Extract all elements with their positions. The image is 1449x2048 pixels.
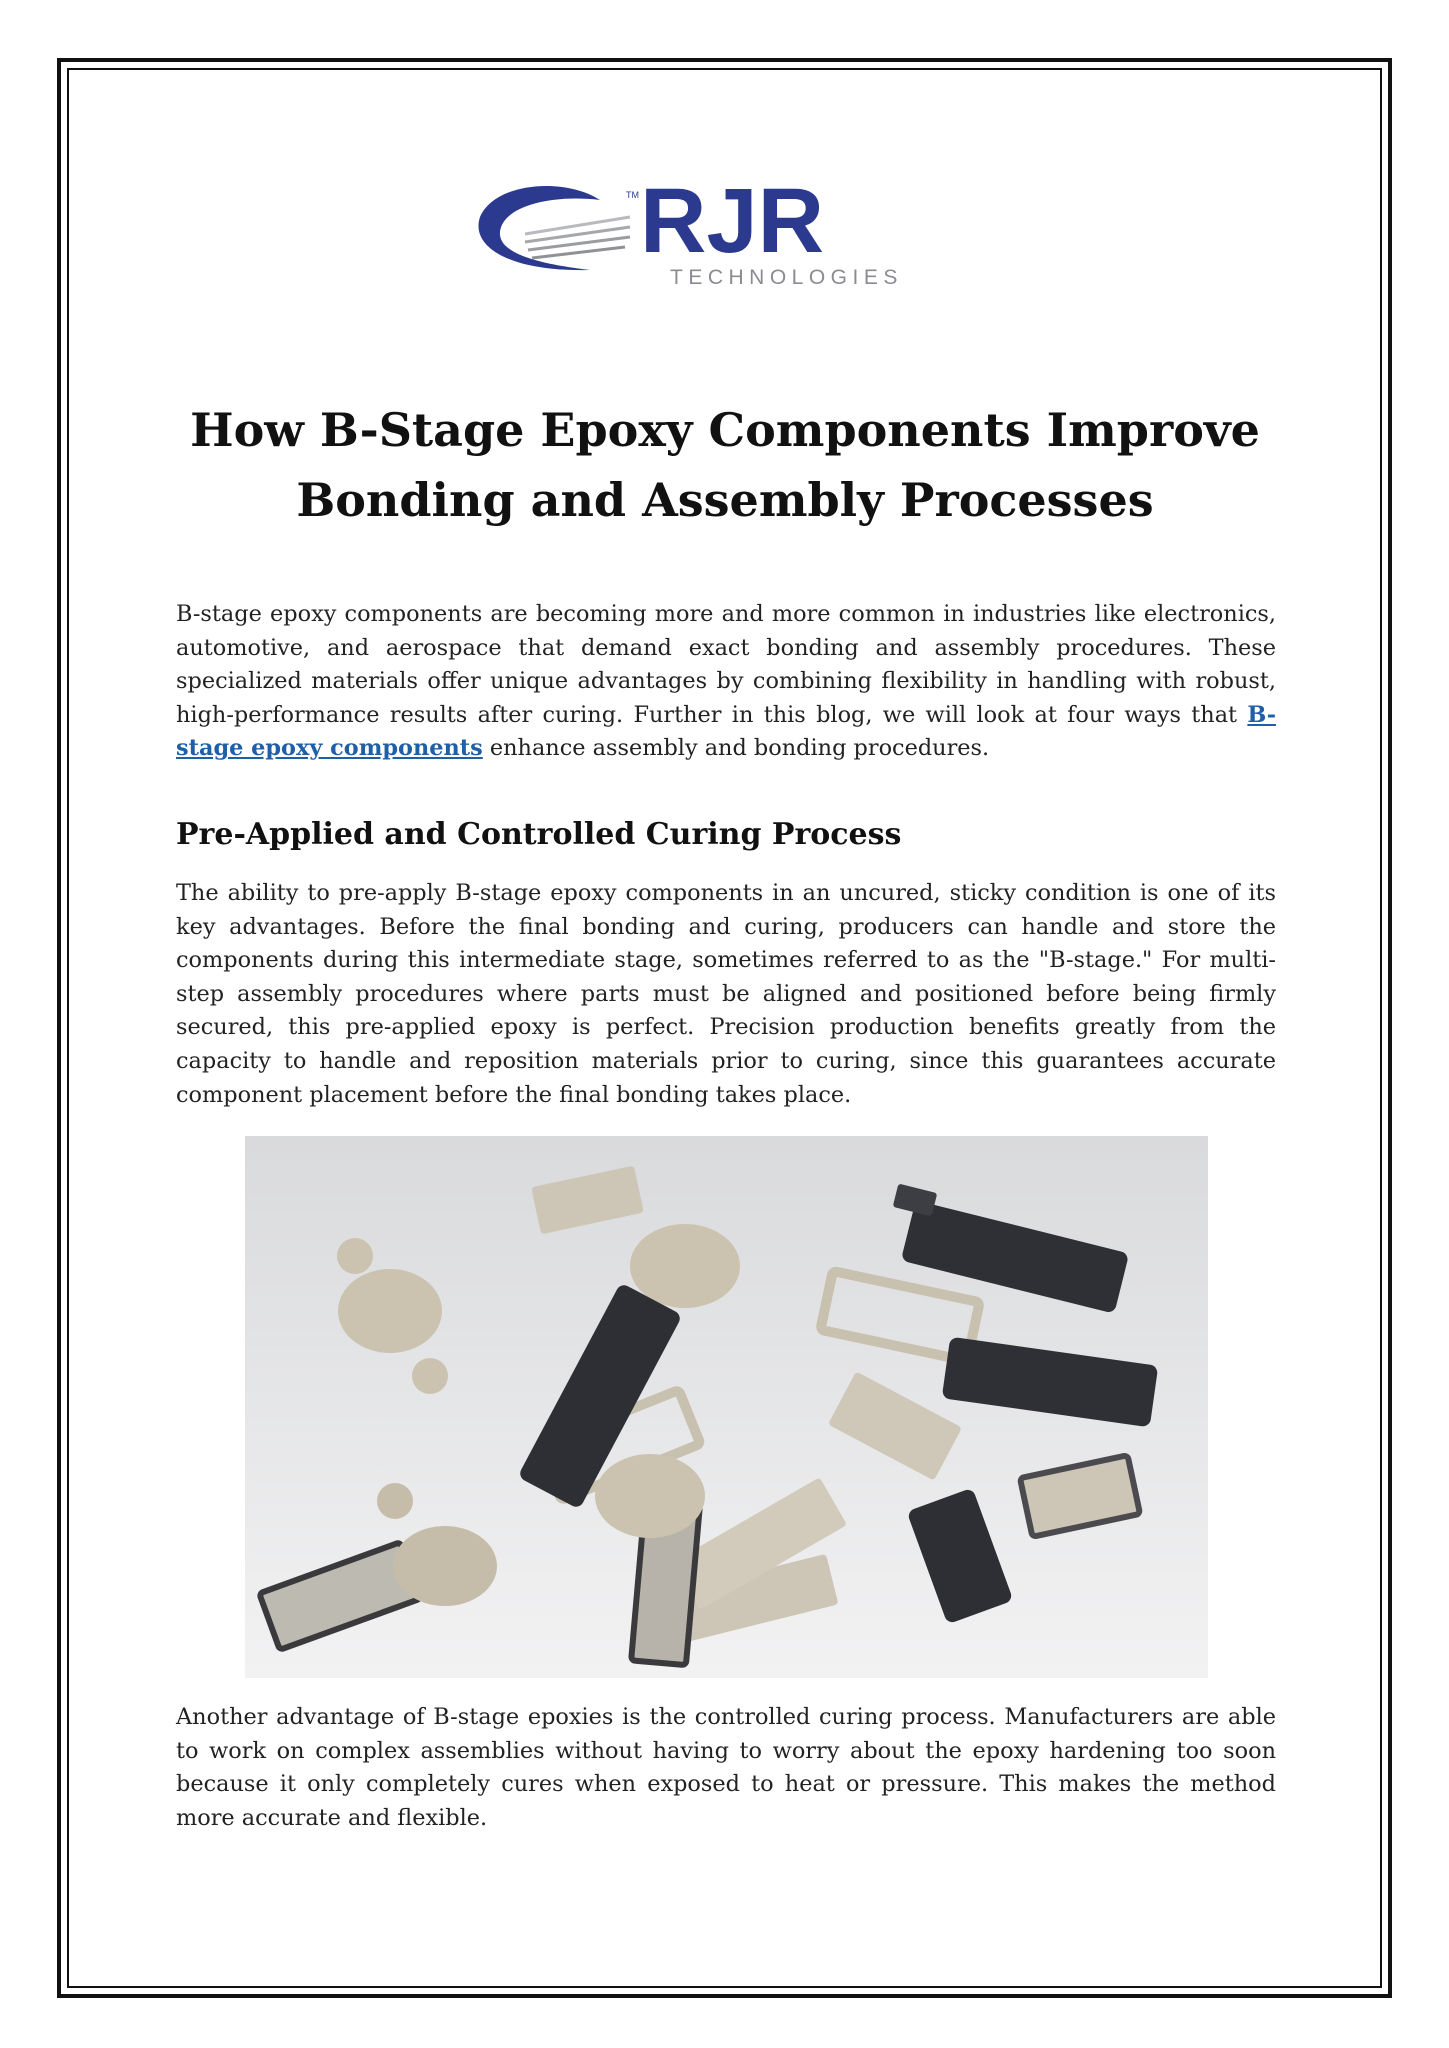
intro-text-before: B-stage epoxy components are becoming more and more common in industries like electronics, automotive, and aerospace that demand exact bonding and assembly procedures. These specialized materials offer unique advantages by combining flexibility in handling with robust, high-performance results after curing. Further in this blog, we will look at four ways that (176, 601, 1276, 728)
title-line-2: Bonding and Assembly Processes (296, 473, 1154, 527)
title-line-1: How B-Stage Epoxy Components Improve (190, 403, 1260, 457)
section-heading: Pre-Applied and Controlled Curing Process (176, 817, 902, 852)
logo-trademark: TM (626, 190, 639, 200)
logo-wordmark: RJR (640, 172, 825, 272)
epoxy-components-photo (245, 1136, 1208, 1678)
rjr-logo (470, 172, 980, 292)
paragraph-1: The ability to pre-apply B-stage epoxy components in an uncured, sticky condition is one of its key advantages. Before the final bonding and curing, producers can handle and store the components during this intermediate stage, sometimes referred to as the "B-stage." For multi-step assembly procedures where parts must be aligned and positioned before being firmly secured, this pre-applied epoxy is perfect. Precision production benefits greatly from the capacity to handle and reposition materials prior to curing, since this guarantees accurate component placement before the final bonding takes place. (176, 880, 1276, 1108)
logo-subtext: TECHNOLOGIES (670, 266, 903, 289)
article-title (150, 395, 1300, 535)
intro-paragraph (176, 598, 1276, 766)
intro-text-after: enhance assembly and bonding procedures. (482, 735, 990, 762)
paragraph-2: Another advantage of B-stage epoxies is the controlled curing process. Manufacturers are able to work on complex assemblies without having to worry about the epoxy hardening too soon because it only completely cures when exposed to heat or pressure. This makes the method more accurate and flexible. (176, 1704, 1276, 1831)
b-stage-epoxy-link[interactable]: B-stage epoxy components (176, 701, 1276, 762)
